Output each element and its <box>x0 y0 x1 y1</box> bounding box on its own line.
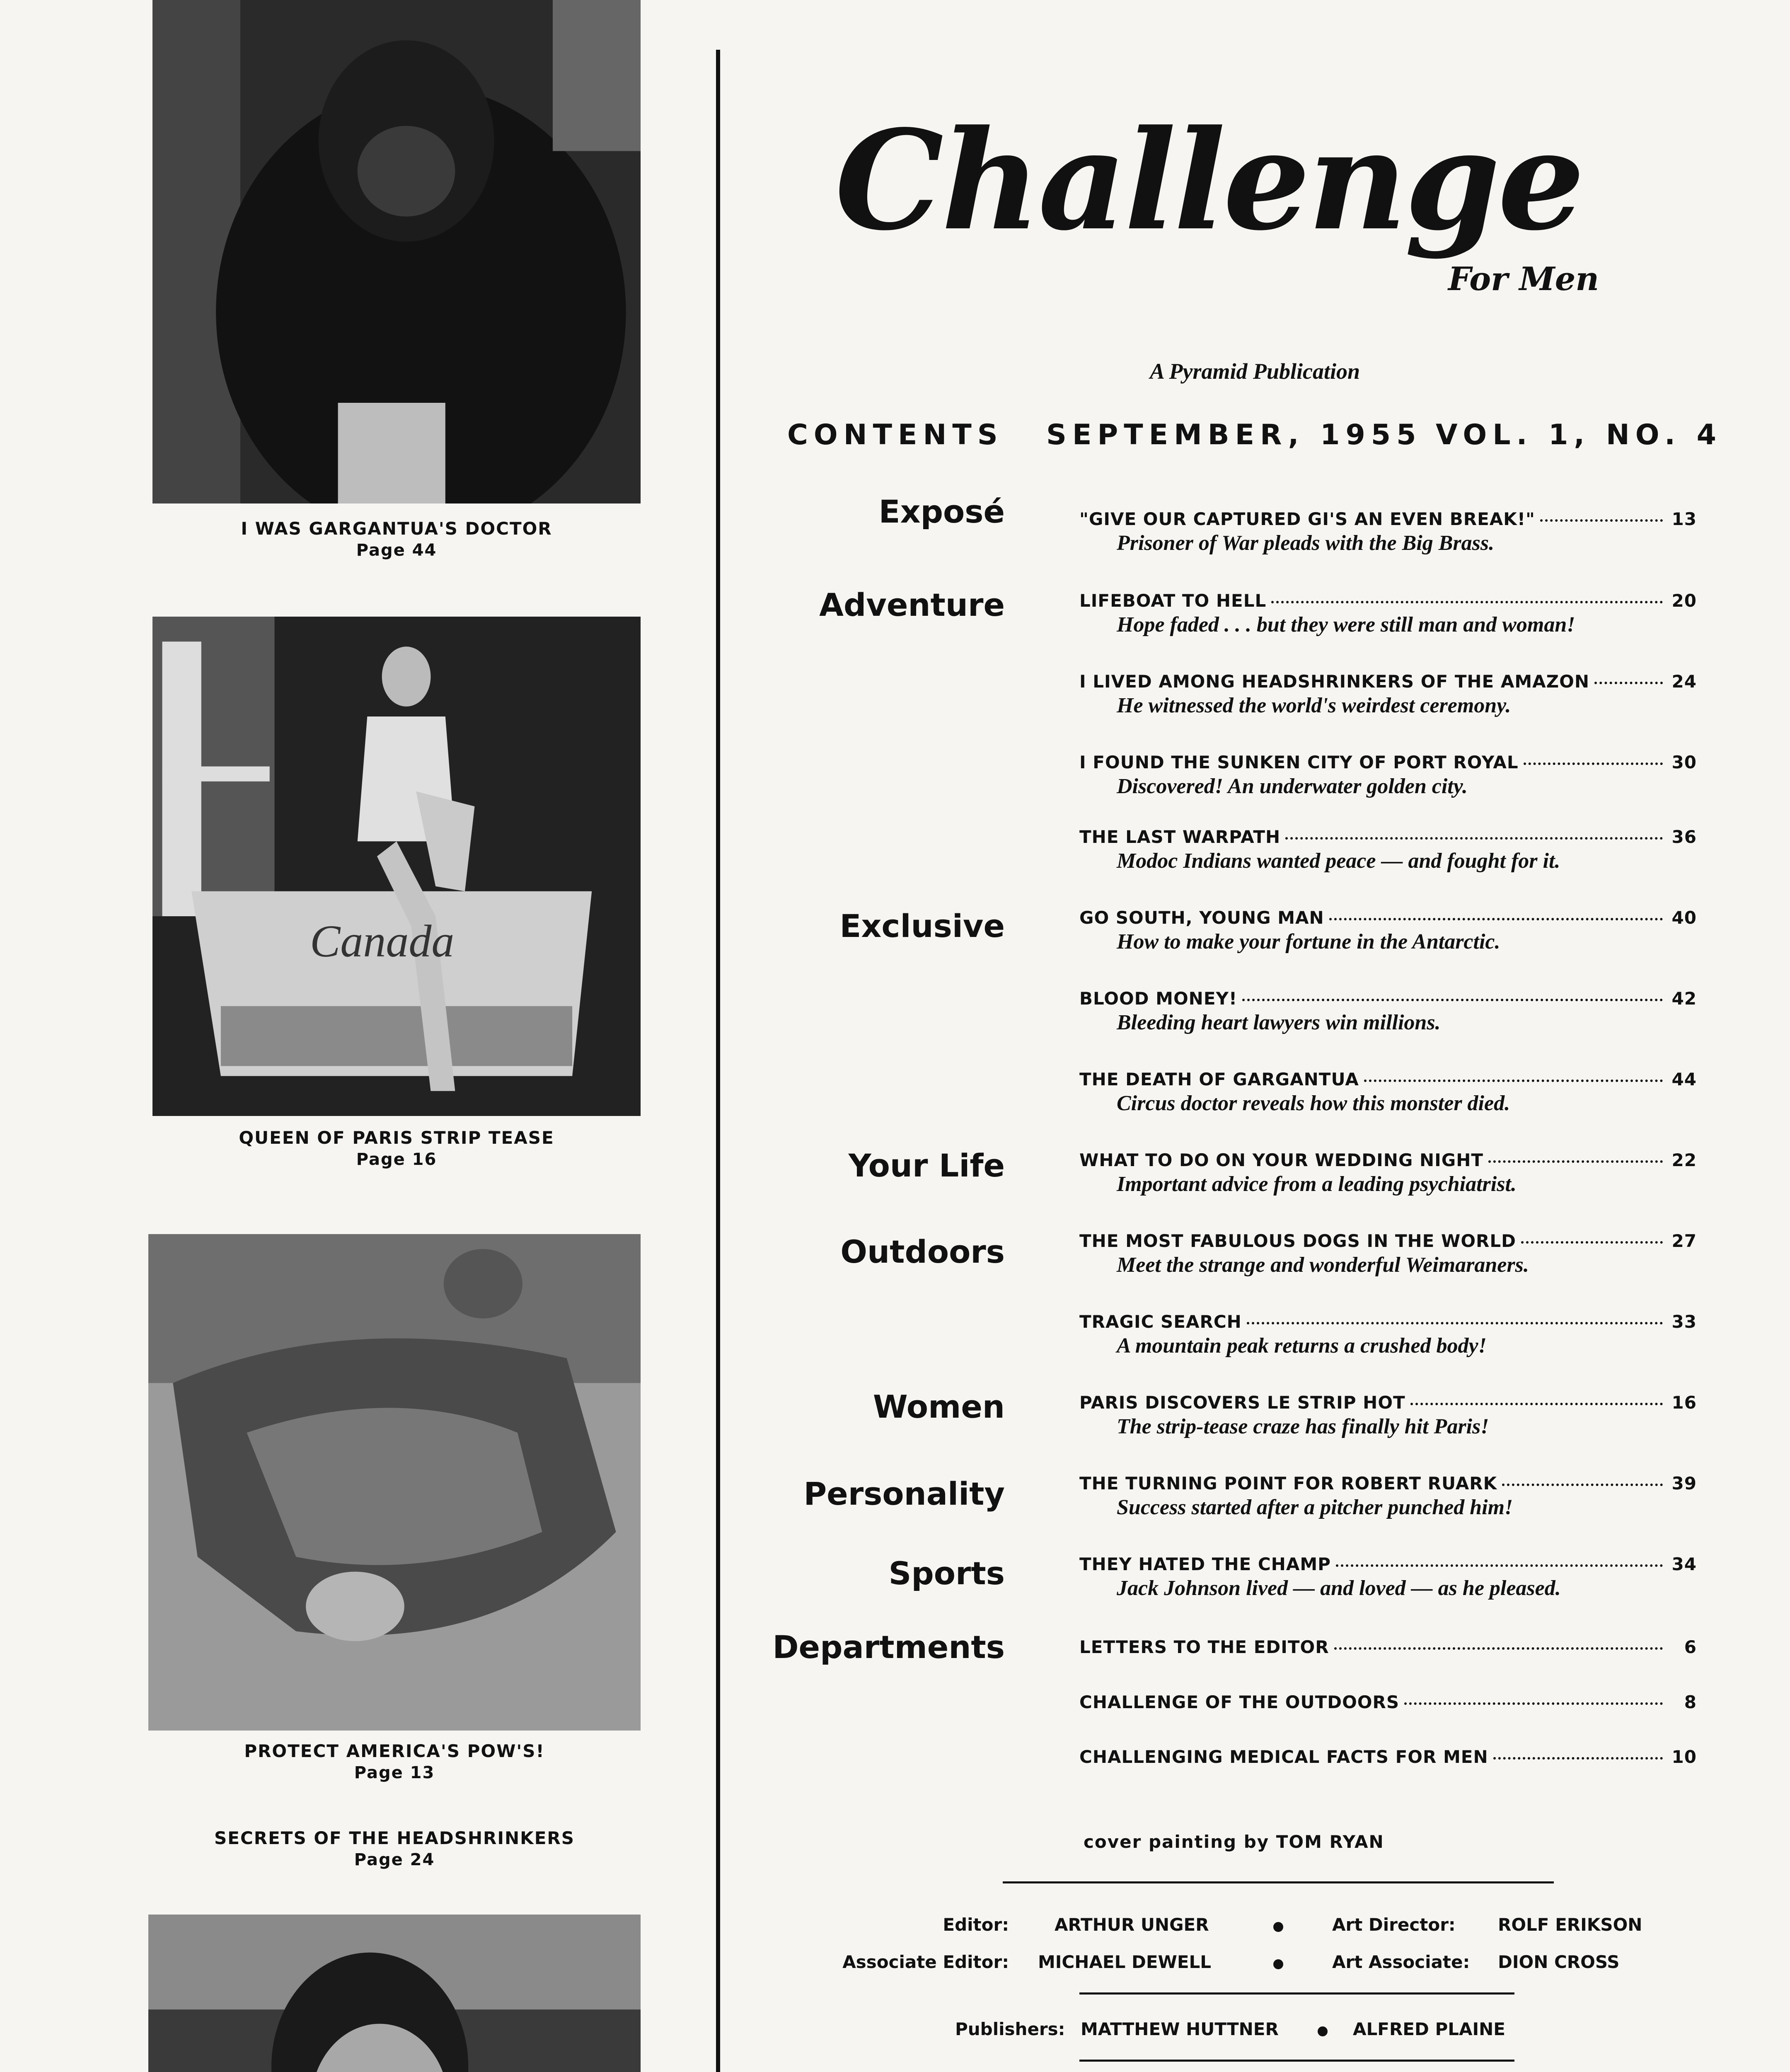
entry-page: 27 <box>1671 1231 1697 1251</box>
category-departments: Departments <box>772 1629 1005 1665</box>
entry-title: WHAT TO DO ON YOUR WEDDING NIGHT <box>1079 1150 1483 1170</box>
leader-dots <box>1521 1241 1663 1244</box>
tribesman-image <box>148 1915 641 2072</box>
assoc-editor-label: Associate Editor: <box>842 1952 1009 1972</box>
entry-subtitle: Modoc Indians wanted peace — and fought for it. <box>1117 849 1560 873</box>
entry-title: CHALLENGE OF THE OUTDOORS <box>1079 1692 1400 1712</box>
caption-page: Page 16 <box>356 1150 437 1169</box>
entry-subtitle: Success started after a pitcher punched him! <box>1117 1496 1513 1519</box>
entry-page: 30 <box>1671 752 1697 772</box>
performer-image <box>152 617 641 1116</box>
toc-entry[interactable] <box>1079 1231 1697 1277</box>
art-associate-name: DION CROSS <box>1498 1952 1620 1972</box>
contents-label: CONTENTS <box>787 419 1004 451</box>
entry-page: 44 <box>1671 1069 1697 1089</box>
toc-entry[interactable] <box>1079 1692 1697 1712</box>
toc-entry[interactable] <box>1079 908 1697 954</box>
entry-title: PARIS DISCOVERS LE STRIP HOT <box>1079 1392 1405 1413</box>
entry-title: "GIVE OUR CAPTURED GI'S AN EVEN BREAK!" <box>1079 509 1535 529</box>
toc-entry[interactable] <box>1079 671 1697 718</box>
column-divider <box>716 50 720 2072</box>
entry-subtitle: Hope faded . . . but they were still man and woman! <box>1117 613 1575 637</box>
issue-volume: VOL. 1, NO. 4 <box>1436 419 1722 451</box>
entry-page: 10 <box>1671 1747 1697 1767</box>
entry-subtitle: The strip-tease craze has finally hit Paris! <box>1117 1415 1489 1438</box>
leader-dots <box>1364 1080 1663 1082</box>
leader-dots <box>1336 1564 1663 1567</box>
toc-entry[interactable] <box>1079 1747 1697 1767</box>
magazine-subtitle: For Men <box>1448 260 1599 298</box>
assoc-editor-name: MICHAEL DEWELL <box>1038 1952 1212 1972</box>
divider-line <box>1003 1881 1554 1883</box>
caption-page: Page 44 <box>356 540 437 560</box>
leader-dots <box>1488 1160 1663 1163</box>
caption-page: Page 24 <box>354 1850 435 1869</box>
leader-dots <box>1285 837 1663 840</box>
entry-page: 20 <box>1671 591 1697 611</box>
leader-dots <box>1540 519 1663 522</box>
leader-dots <box>1524 762 1663 765</box>
entry-page: 13 <box>1671 509 1697 529</box>
gorilla-image <box>152 0 641 503</box>
entry-title: THEY HATED THE CHAMP <box>1079 1554 1331 1574</box>
toc-entry[interactable] <box>1079 1312 1697 1358</box>
toc-entry[interactable] <box>1079 591 1697 637</box>
entry-page: 42 <box>1671 988 1697 1009</box>
entry-title: TRAGIC SEARCH <box>1079 1312 1242 1332</box>
caption-title: PROTECT AMERICA'S POW'S! <box>244 1741 545 1761</box>
photo-strip-tease <box>152 617 641 1116</box>
photo-pow <box>148 1234 641 1731</box>
leader-dots <box>1247 1322 1663 1324</box>
category-adventure: Adventure <box>819 586 1005 623</box>
entry-title: THE LAST WARPATH <box>1079 827 1281 847</box>
toc-entry[interactable] <box>1079 1637 1697 1657</box>
entry-subtitle: Circus doctor reveals how this monster died. <box>1117 1092 1510 1115</box>
leader-dots <box>1271 601 1663 603</box>
toc-entry[interactable] <box>1079 509 1697 555</box>
editor-label: Editor: <box>943 1915 1009 1935</box>
entry-title: THE TURNING POINT FOR ROBERT RUARK <box>1079 1473 1497 1493</box>
magazine-title: Challenge <box>835 100 1582 261</box>
category-sports: Sports <box>888 1555 1005 1592</box>
entry-title: LETTERS TO THE EDITOR <box>1079 1637 1329 1657</box>
bullet <box>1273 1922 1283 1932</box>
category-expose: Exposé <box>878 493 1005 530</box>
photo-caption <box>148 1828 641 1870</box>
art-director-label: Art Director: <box>1332 1915 1456 1935</box>
art-director-name: ROLF ERIKSON <box>1498 1915 1642 1935</box>
entry-title: BLOOD MONEY! <box>1079 988 1238 1009</box>
toc-entry[interactable] <box>1079 1473 1697 1520</box>
divider-line <box>1079 2060 1514 2062</box>
caption-title: SECRETS OF THE HEADSHRINKERS <box>214 1828 575 1848</box>
issue-date: SEPTEMBER, 1955 <box>1046 419 1422 451</box>
category-personality: Personality <box>803 1475 1005 1512</box>
soldier-image <box>148 1234 641 1731</box>
publishers-label: Publishers: <box>955 2019 1065 2039</box>
entry-subtitle: Bleeding heart lawyers win millions. <box>1117 1011 1441 1034</box>
entry-page: 22 <box>1671 1150 1697 1170</box>
entry-subtitle: Prisoner of War pleads with the Big Brass. <box>1117 531 1495 555</box>
entry-title: I LIVED AMONG HEADSHRINKERS OF THE AMAZON <box>1079 671 1589 692</box>
photo-caption <box>152 518 641 561</box>
leader-dots <box>1502 1484 1663 1486</box>
sign-text: Canada <box>310 916 455 966</box>
entry-subtitle: He witnessed the world's weirdest ceremony. <box>1117 694 1511 717</box>
caption-page: Page 13 <box>354 1763 435 1782</box>
toc-entry[interactable] <box>1079 827 1697 873</box>
publisher-line: A Pyramid Publication <box>1150 359 1360 384</box>
category-your-life: Your Life <box>848 1147 1005 1184</box>
entry-title: CHALLENGING MEDICAL FACTS FOR MEN <box>1079 1747 1488 1767</box>
entry-page: 40 <box>1671 908 1697 928</box>
entry-title: THE DEATH OF GARGANTUA <box>1079 1069 1359 1089</box>
entry-page: 34 <box>1671 1554 1697 1574</box>
leader-dots <box>1334 1647 1663 1650</box>
entry-subtitle: How to make your fortune in the Antarctic. <box>1117 930 1500 954</box>
entry-page: 6 <box>1684 1637 1697 1657</box>
entry-page: 8 <box>1684 1692 1697 1712</box>
photo-gargantua <box>152 0 641 503</box>
entry-subtitle: Jack Johnson lived — and loved — as he pleased. <box>1117 1576 1561 1600</box>
divider-line <box>1079 1992 1514 1995</box>
publisher-name: ALFRED PLAINE <box>1353 2019 1505 2039</box>
caption-title: I WAS GARGANTUA'S DOCTOR <box>241 518 552 539</box>
toc-entry[interactable] <box>1079 988 1697 1035</box>
entry-page: 24 <box>1671 671 1697 692</box>
entry-page: 36 <box>1671 827 1697 847</box>
entry-title: THE MOST FABULOUS DOGS IN THE WORLD <box>1079 1231 1516 1251</box>
entry-subtitle: Important advice from a leading psychiatrist. <box>1117 1172 1517 1196</box>
art-associate-label: Art Associate: <box>1332 1952 1470 1972</box>
cover-credit: cover painting by TOM RYAN <box>1084 1832 1384 1852</box>
toc-entry[interactable] <box>1079 1392 1697 1439</box>
entry-title: LIFEBOAT TO HELL <box>1079 591 1267 611</box>
entry-subtitle: Discovered! An underwater golden city. <box>1117 775 1468 798</box>
toc-entry[interactable] <box>1079 1069 1697 1116</box>
bullet <box>1318 2026 1328 2036</box>
entry-page: 33 <box>1671 1312 1697 1332</box>
entry-subtitle: Meet the strange and wonderful Weimaraners. <box>1117 1253 1529 1277</box>
bullet <box>1273 1959 1283 1969</box>
photo-headshrinkers <box>148 1915 641 2072</box>
leader-dots <box>1493 1757 1663 1760</box>
photo-caption <box>148 1740 641 1783</box>
leader-dots <box>1410 1403 1663 1405</box>
entry-page: 39 <box>1671 1473 1697 1493</box>
leader-dots <box>1404 1702 1663 1705</box>
entry-title: I FOUND THE SUNKEN CITY OF PORT ROYAL <box>1079 752 1519 772</box>
entry-subtitle: A mountain peak returns a crushed body! <box>1117 1334 1487 1358</box>
caption-title: QUEEN OF PARIS STRIP TEASE <box>239 1128 554 1148</box>
category-women: Women <box>873 1388 1005 1425</box>
category-exclusive: Exclusive <box>839 908 1005 944</box>
leader-dots <box>1329 918 1663 920</box>
photo-caption <box>152 1127 641 1170</box>
leader-dots <box>1242 999 1663 1001</box>
toc-entry[interactable] <box>1079 1554 1697 1600</box>
publisher-name: MATTHEW HUTTNER <box>1081 2019 1279 2039</box>
category-outdoors: Outdoors <box>840 1233 1005 1270</box>
editor-name: ARTHUR UNGER <box>1055 1915 1209 1935</box>
entry-title: GO SOUTH, YOUNG MAN <box>1079 908 1324 928</box>
entry-page: 16 <box>1671 1392 1697 1413</box>
toc-entry[interactable] <box>1079 752 1697 799</box>
toc-entry[interactable] <box>1079 1150 1697 1196</box>
leader-dots <box>1594 682 1663 684</box>
